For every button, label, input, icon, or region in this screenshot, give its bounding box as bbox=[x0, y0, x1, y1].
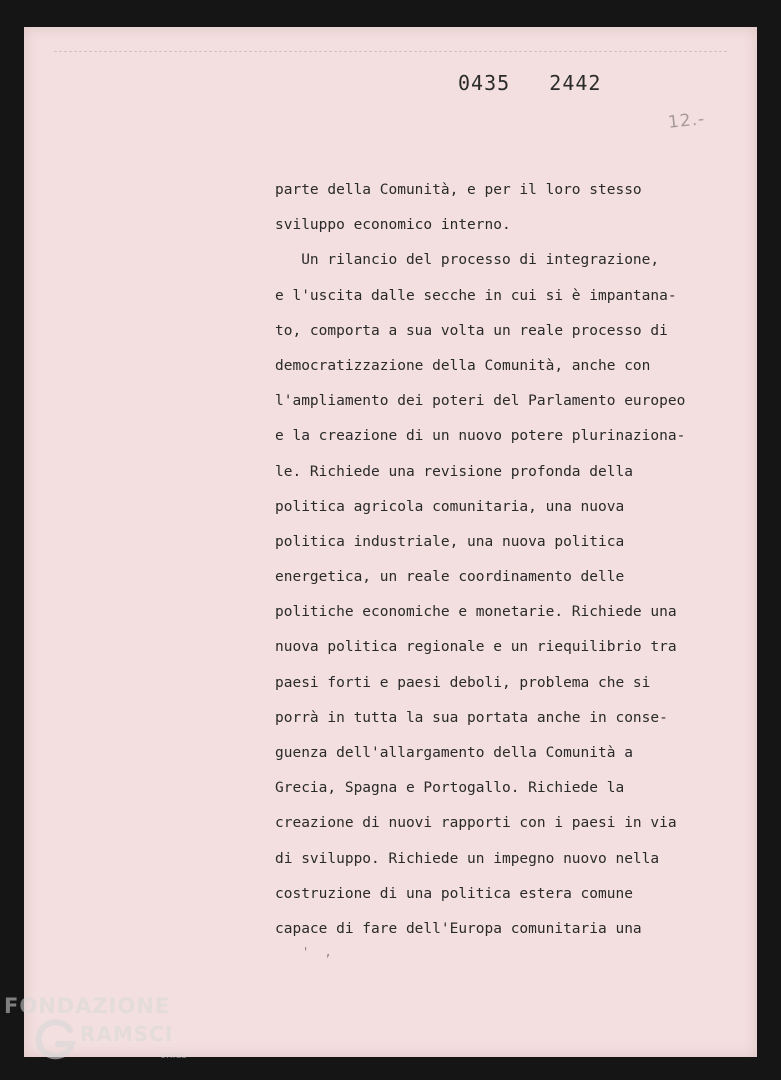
watermark-sub: onlus bbox=[160, 1050, 187, 1061]
text-line: Un rilancio del processo di integrazione, bbox=[275, 252, 660, 269]
text-line: le. Richiede una revisione profonda della bbox=[275, 463, 633, 480]
document-page bbox=[24, 27, 757, 1057]
text-line: l'ampliamento dei poteri del Parlamento europeo bbox=[275, 393, 686, 410]
text-line: politiche economiche e monetarie. Richiede una bbox=[275, 604, 677, 621]
text-line: costruzione di una politica estera comune bbox=[275, 885, 633, 902]
text-line: democratizzazione della Comunità, anche con bbox=[275, 357, 651, 374]
typewritten-text bbox=[275, 173, 735, 947]
fondazione-gramsci-watermark bbox=[4, 992, 204, 1076]
text-line: paesi forti e paesi deboli, problema che si bbox=[275, 674, 651, 691]
page-edge-line bbox=[54, 51, 727, 52]
stray-ink-marks: ' , bbox=[302, 945, 336, 959]
text-line: energetica, un reale coordinamento delle bbox=[275, 569, 625, 586]
text-line: guenza dell'allargamento della Comunità a bbox=[275, 745, 633, 761]
text-line: to, comporta a sua volta un reale processo di bbox=[275, 322, 668, 339]
watermark-line2: RAMSCI bbox=[80, 1022, 174, 1046]
gramsci-g-logo-icon bbox=[34, 1018, 78, 1062]
text-line: e l'uscita dalle secche in cui si è impantana- bbox=[275, 287, 677, 304]
text-line: parte della Comunità, e per il loro stesso bbox=[275, 182, 642, 198]
text-line: e la creazione di un nuovo potere plurinaziona- bbox=[275, 428, 686, 445]
document-number: 0435 2442 bbox=[458, 71, 602, 95]
text-line: capace di fare dell'Europa comunitaria una bbox=[275, 920, 642, 937]
text-line: di sviluppo. Richiede un impegno nuovo nella bbox=[275, 850, 660, 867]
watermark-line1: FONDAZIONE bbox=[4, 994, 171, 1018]
handwritten-page-number: 12.- bbox=[667, 109, 707, 133]
text-line: politica industriale, una nuova politica bbox=[275, 533, 625, 550]
text-line: porrà in tutta la sua portata anche in conse- bbox=[275, 709, 668, 726]
text-line: politica agricola comunitaria, una nuova bbox=[275, 498, 625, 515]
text-line: sviluppo economico interno. bbox=[275, 217, 511, 234]
text-line: Grecia, Spagna e Portogallo. Richiede la bbox=[275, 780, 625, 797]
text-line: nuova politica regionale e un riequilibrio tra bbox=[275, 639, 677, 656]
text-line: creazione di nuovi rapporti con i paesi in via bbox=[275, 815, 677, 832]
